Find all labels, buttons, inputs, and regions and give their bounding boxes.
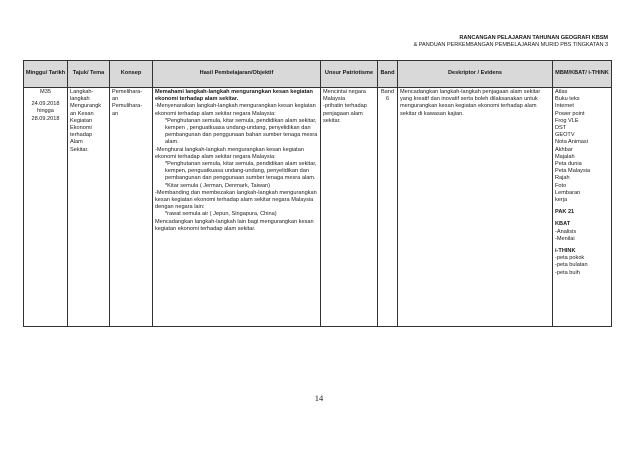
cell-unsur — [321, 88, 378, 327]
band-label: Band — [380, 89, 395, 95]
hasil-paragraph: -Membanding dan membezakan langkah-langkah mengurangkan kesan kegiatan ekonomi terhadap alam sekitar negara Malaysia dengan negara lain: — [155, 189, 317, 211]
cell-deskriptor — [398, 88, 553, 327]
mbm-item: Foto — [555, 182, 567, 189]
hasil-item: *Kitar semula ( Jerman, Denmark, Taiwan) — [165, 182, 270, 189]
konsep-line: an — [112, 96, 119, 103]
mbm-item: Rajah — [555, 175, 570, 182]
kbat-item: -Menilai — [555, 235, 575, 242]
hasil-paragraph: Mencadangkan langkah-langkah lain bagi mengurangkan kesan kegiatan ekonomi terhadap alam sekitar. — [155, 218, 314, 232]
header-tajuk: Tajuk/ Tema — [68, 61, 110, 88]
unsur-line: -prihatin terhadap — [323, 103, 367, 110]
document-header — [414, 35, 608, 50]
tajuk-line: Sekitar. — [70, 146, 89, 153]
unsur-line: Mencintai negara — [323, 89, 366, 95]
hasil-item: *Penghutanan semula, kitar semula, pendidikan alam sekitar, kempen, penguatkuasa undang-undang, penyelidikan dan pembangunan dan penggunaan sumber tenaga mesra alam. — [165, 161, 317, 182]
header-mbm: MBM/KBAT/ i-THINK — [553, 61, 612, 88]
tajuk-line: Alam — [70, 139, 83, 146]
tajuk-line: langkah — [70, 96, 90, 103]
tajuk-line: Mengurangk — [70, 103, 102, 110]
mbm-item: Frog VLE — [555, 117, 579, 124]
ithink-item: -peta pokok — [555, 255, 585, 262]
hasil-item: *rawat semula air ( Jepun, Singapura, China) — [165, 211, 277, 218]
mbm-item: Lembaran — [555, 189, 581, 196]
minggu-hingga: hingga — [37, 108, 54, 115]
deskriptor-text: Mencadangkan langkah-langkah penjagaan alam sekitar yang kreatif dan inovatif serta boleh dilaksanakan untuk mengurangkan kesan kegiatan ekonomi terhadap alam sekitar di kawasan kajian. — [400, 89, 541, 117]
hasil-paragraph: -Menyenaraikan langkah-langkah mengurangkan kesan kegiatan ekonomi terhadap alam sekitar negara Malaysia: — [155, 103, 316, 117]
mbm-item: kerja — [555, 197, 568, 204]
mbm-item: Atlas — [555, 89, 568, 95]
mbm-item: Peta Malaysia — [555, 168, 591, 175]
cell-hasil — [153, 88, 321, 327]
unsur-line: sekitar. — [323, 117, 341, 124]
header-title: RANCANGAN PELAJARAN TAHUNAN GEOGRAFI KBSM — [459, 35, 608, 41]
minggu-start-date: 24.09.2018 — [31, 101, 60, 108]
table-header-row — [24, 61, 612, 88]
konsep-line: Pemulihara- — [112, 103, 143, 110]
cell-konsep — [110, 88, 153, 327]
header-deskriptor: Deskriptor / Evidens — [398, 61, 553, 88]
mbm-item: DST — [555, 125, 567, 132]
tajuk-line: Langkah- — [70, 89, 94, 95]
tajuk-line: Kegiatan — [70, 117, 93, 124]
unsur-line: Malaysia — [323, 96, 346, 103]
tajuk-line: an Kesan — [70, 110, 94, 117]
konsep-line: an — [112, 110, 119, 117]
mbm-item: Internet — [555, 103, 574, 110]
header-minggu: Minggu/ Tarikh — [24, 61, 68, 88]
mbm-item: Power point — [555, 110, 585, 117]
kbat-title: KBAT — [555, 221, 571, 228]
tajuk-line: Ekonomi — [70, 125, 92, 132]
cell-band — [378, 88, 398, 327]
minggu-end-date: 28.09.2018 — [31, 115, 60, 122]
header-band: Band — [378, 61, 398, 88]
pak21-label: PAK 21 — [555, 209, 575, 216]
mbm-item: Peta dunia — [555, 161, 582, 168]
konsep-line: Pemelihara- — [112, 89, 143, 95]
hasil-item: *Penghutanan semula, kitar semula, pendidikan alam sekitar, kempen , penguatkuasa undang-undang, penyelidikan dan pembangunan dan penggunaan bahan sumber tenaga mesra alam. — [165, 117, 318, 146]
page-number: 14 — [314, 393, 324, 403]
band-value: 6 — [385, 96, 390, 103]
cell-tajuk — [68, 88, 110, 327]
kbat-item: -Analisis — [555, 228, 577, 235]
table-row — [24, 88, 612, 327]
header-subtitle: & PANDUAN PERKEMBANGAN PEMBELAJARAN MURID PBS TINGKATAN 3 — [413, 42, 608, 49]
mbm-item: Akhbar — [555, 146, 573, 153]
mbm-item: GEOTV — [555, 132, 575, 139]
unsur-line: penjagaan alam — [323, 110, 363, 117]
header-konsep: Konsep — [110, 61, 153, 88]
ithink-item: -peta bulatan — [555, 262, 588, 269]
hasil-title: Memahami langkah-langkah mengurangkan kesan kegiatan ekonomi terhadap alam sekitar. — [155, 89, 313, 103]
mbm-item: Majalah — [555, 153, 575, 160]
cell-mbm — [553, 88, 612, 327]
mbm-item: Buku teks — [555, 96, 580, 103]
cell-minggu — [24, 88, 68, 327]
ithink-title: i-THINK — [555, 248, 576, 255]
hasil-paragraph: -Menghurai langkah-langkah mengurangkan kesan kegiatan ekonomi terhadap alam sekitar negara Malaysia: — [155, 146, 304, 160]
header-hasil: Hasil Pembelajaran/Objektif — [153, 61, 321, 88]
header-unsur: Unsur Patriotisme — [321, 61, 378, 88]
ithink-item: -peta buih — [555, 269, 580, 276]
minggu-week: M35 — [40, 89, 51, 95]
tajuk-line: terhadap — [70, 132, 93, 139]
lesson-plan-table — [23, 60, 612, 327]
mbm-item: Nota Animasi — [555, 139, 588, 146]
